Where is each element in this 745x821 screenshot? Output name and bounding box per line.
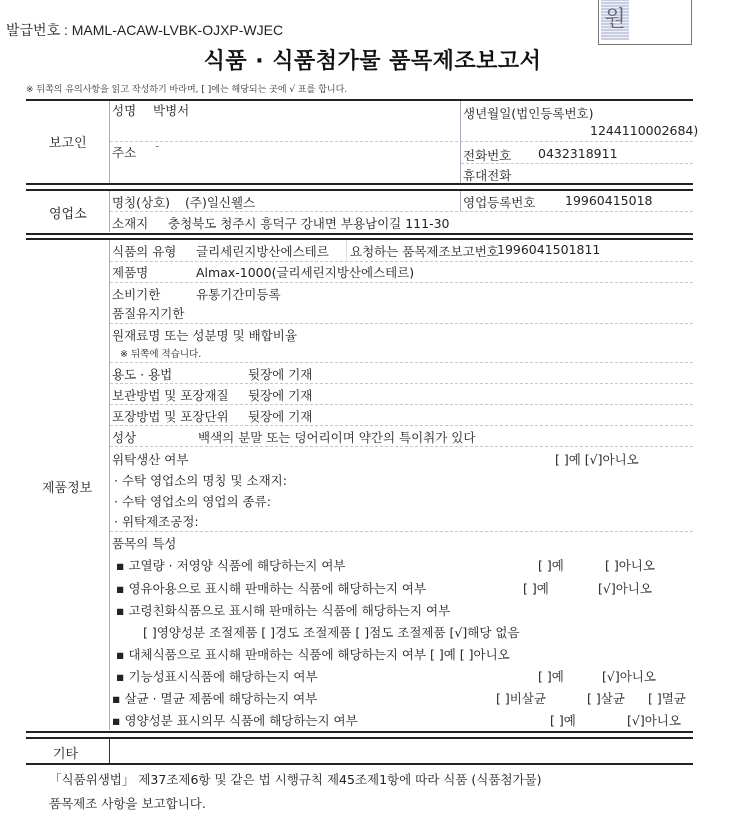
divider	[26, 233, 693, 235]
characteristic-item: ▪ 고령친화식품으로 표시해 판매하는 식품에 해당하는지 여부	[116, 603, 451, 618]
etc-label: 기타	[53, 747, 79, 762]
characteristic-option[interactable]: [ ]예	[550, 713, 576, 728]
characteristic-option[interactable]: [ ]예	[538, 669, 564, 684]
footer-statement-line1: 「식품위생법」 제37조제6항 및 같은 법 시행규칙 제45조제1항에 따라 식품 (식품첨가물)	[49, 772, 542, 787]
divider	[110, 425, 693, 426]
birth-label: 생년월일(법인등록번호)	[463, 106, 594, 121]
divider	[110, 446, 693, 447]
ingredients-note: ※ 뒤쪽에 적습니다.	[120, 349, 202, 360]
characteristic-sub-options[interactable]: [ ]영양성분 조절제품 [ ]경도 조절제품 [ ]점도 조절제품 [√]해당 없음	[143, 625, 520, 640]
characteristic-item: ▪ 영유아용으로 표시해 판매하는 식품에 해당하는지 여부	[116, 581, 427, 596]
characteristic-option[interactable]: [ ]예	[538, 558, 564, 573]
divider	[26, 731, 693, 733]
divider	[110, 404, 693, 405]
characteristic-option[interactable]: [ ]살균	[587, 691, 625, 706]
packing-value: 뒷장에 기재	[248, 409, 313, 424]
divider	[26, 763, 693, 765]
characteristic-option[interactable]: [ ]예	[523, 581, 549, 596]
characteristic-option[interactable]: [√]아니오	[598, 581, 652, 596]
consign-options[interactable]: [ ]예 [√]아니오	[555, 452, 639, 467]
divider	[110, 141, 693, 142]
quality-label: 품질유지기한	[112, 306, 185, 321]
consign-item: · 위탁제조공정:	[114, 514, 199, 529]
characteristic-option[interactable]: [ ]멸균	[648, 691, 686, 706]
food-type-label: 식품의 유형	[112, 244, 177, 259]
address-value: -	[155, 138, 160, 153]
birth-value: 1244110002684)	[590, 123, 699, 138]
expiry-value: 유통기간미등록	[196, 287, 281, 302]
characteristic-option[interactable]: [√]아니오	[627, 713, 681, 728]
characteristic-item: ▪ 살균 · 멸균 제품에 해당하는지 여부	[112, 691, 318, 706]
location-label: 소재지	[112, 216, 149, 231]
consign-item: · 수탁 영업소의 영업의 종류:	[114, 494, 271, 509]
divider	[110, 323, 693, 324]
divider	[110, 531, 693, 532]
consign-label: 위탁생산 여부	[112, 452, 189, 467]
divider	[26, 189, 693, 191]
divider	[110, 362, 693, 363]
official-stamp	[598, 0, 692, 45]
business-reg-value: 19960415018	[565, 193, 653, 208]
characteristics-label: 품목의 특성	[112, 536, 177, 551]
business-name-label: 명칭(상호)	[112, 195, 171, 210]
divider	[461, 163, 693, 164]
issue-number: 발급번호 : MAML-ACAW-LVBK-OJXP-WJEC	[6, 22, 284, 38]
divider	[460, 101, 461, 183]
divider	[26, 737, 693, 739]
packing-label: 포장방법 및 포장단위	[112, 409, 229, 424]
divider	[26, 183, 693, 185]
divider	[26, 238, 693, 240]
divider	[460, 191, 461, 211]
storage-label: 보관방법 및 포장재질	[112, 388, 229, 403]
location-value: 충청북도 청주시 흥덕구 강내면 부용남이길 111-30	[168, 216, 450, 231]
phone-value: 0432318911	[538, 146, 618, 161]
page-title: 식품 · 식품첨가물 품목제조보고서	[203, 49, 542, 74]
characteristic-item: ▪ 고열량 · 저영양 식품에 해당하는지 여부	[116, 558, 346, 573]
divider	[109, 240, 110, 730]
phone-label: 전화번호	[463, 148, 512, 163]
divider	[109, 739, 110, 763]
divider	[110, 282, 693, 283]
business-name-value: (주)일신웰스	[185, 195, 256, 210]
divider	[110, 211, 693, 212]
reporter-section-label: 보고인	[49, 136, 87, 151]
instruction-note: ※ 뒤쪽의 유의사항을 읽고 작성하기 바라며, [ ]에는 해당되는 곳에 √ 표를 합니다.	[26, 85, 348, 95]
address-label: 주소	[112, 145, 137, 160]
report-no-label: 요청하는 품목제조보고번호	[350, 244, 499, 259]
divider	[110, 383, 693, 384]
report-no-value: 1996041501811	[497, 242, 601, 257]
business-section-label: 영업소	[49, 207, 87, 222]
divider	[110, 261, 693, 262]
footer-statement-line2: 품목제조 사항을 보고합니다.	[49, 796, 206, 811]
characteristic-item: ▪ 영양성분 표시의무 식품에 해당하는지 여부	[112, 713, 358, 728]
storage-value: 뒷장에 기재	[248, 388, 313, 403]
product-name-value: Almax-1000(글리세린지방산에스테르)	[196, 265, 415, 280]
divider	[109, 101, 110, 183]
characteristic-option[interactable]: [ ]아니오	[605, 558, 655, 573]
property-value: 백색의 분말 또는 덩어리이며 약간의 특이취가 있다	[198, 430, 476, 445]
characteristic-item: ▪ 기능성표시식품에 해당하는지 여부	[116, 669, 318, 684]
characteristic-option[interactable]: [ ]비살균	[496, 691, 546, 706]
stamp-icon: 원	[601, 0, 629, 40]
divider	[346, 240, 347, 260]
expiry-label: 소비기한	[112, 287, 161, 302]
business-reg-label: 영업등록번호	[463, 195, 536, 210]
product-name-label: 제품명	[112, 265, 149, 280]
usage-value: 뒷장에 기재	[248, 367, 313, 382]
food-type-value: 글리세린지방산에스테르	[196, 244, 329, 259]
characteristic-item: ▪ 대체식품으로 표시해 판매하는 식품에 해당하는지 여부 [ ]예 [ ]아니오	[116, 647, 510, 662]
usage-label: 용도 · 용법	[112, 367, 173, 382]
name-label: 성명	[112, 103, 137, 118]
characteristic-option[interactable]: [√]아니오	[602, 669, 656, 684]
product-section-label: 제품정보	[42, 481, 93, 496]
mobile-label: 휴대전화	[463, 168, 512, 183]
consign-item: · 수탁 영업소의 명칭 및 소재지:	[114, 473, 287, 488]
ingredients-label: 원재료명 또는 성분명 및 배합비율	[112, 328, 297, 343]
property-label: 성상	[112, 430, 137, 445]
name-value: 박병서	[153, 103, 190, 118]
